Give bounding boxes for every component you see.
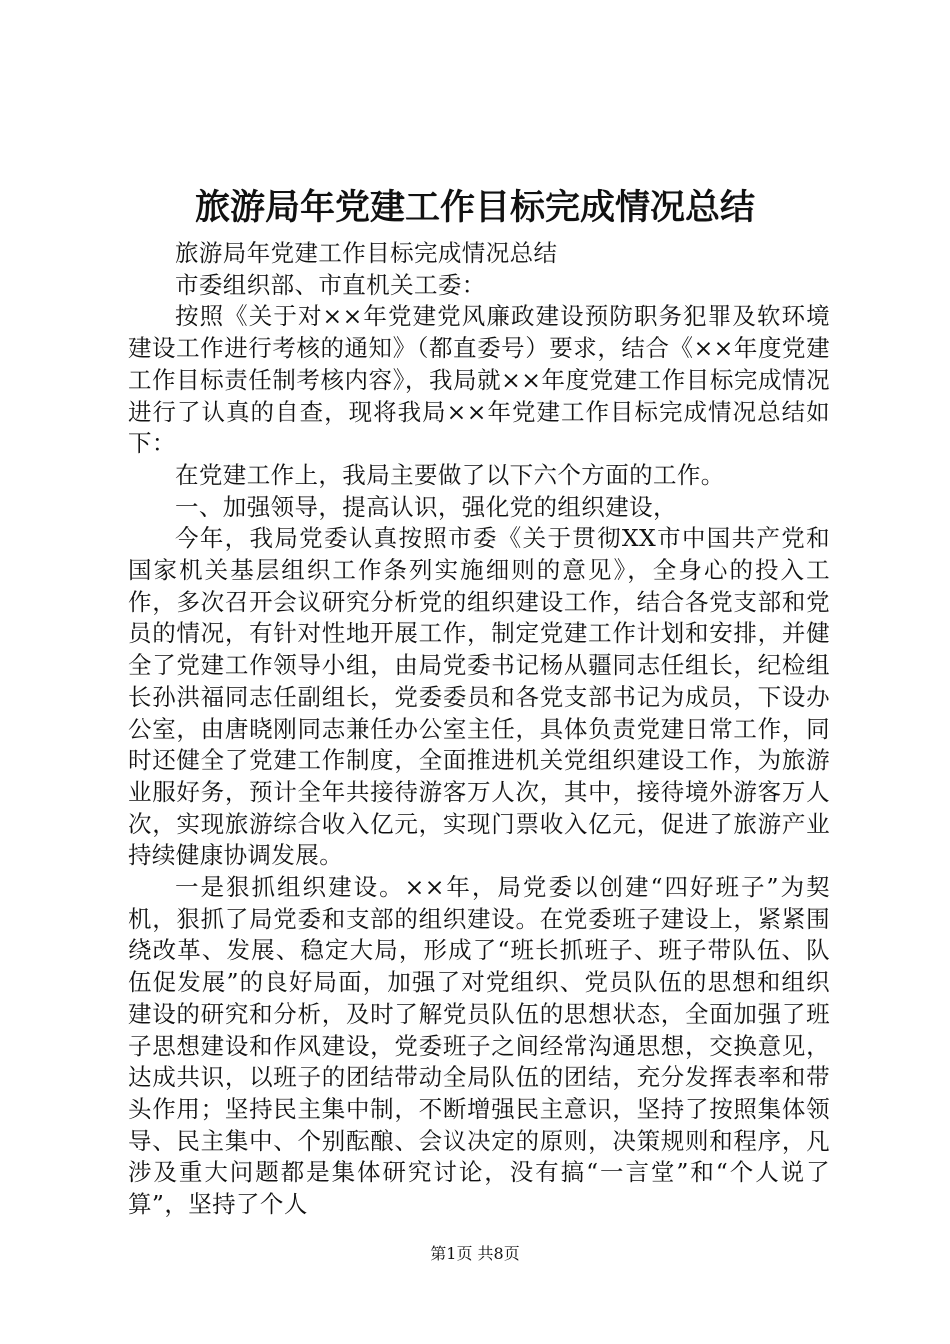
paragraph-overview: 在党建工作上，我局主要做了以下六个方面的工作。 [175, 460, 725, 489]
paragraph-intro: 按照《关于对××年党建党风廉政建设预防职务犯罪及软环境建设工作进行考核的通知》（都直委号）要求，结合《××年度党建工作目标责任制考核内容》，我局就××年度党建工作目标完成情况进行了认真的自查，现将我局××年党建工作目标完成情况总结如下： [128, 302, 830, 458]
paragraph-section-heading: 一、加强领导，提高认识，强化党的组织建设， [175, 492, 677, 521]
document-body [128, 238, 830, 1221]
paragraph-addressee: 市委组织部、市直机关工委： [175, 270, 486, 299]
paragraph-point-one: 一是狠抓组织建设。××年，局党委以创建“四好班子”为契机，狠抓了局党委和支部的组织建设。在党委班子建设上，紧紧围绕改革、发展、稳定大局，形成了“班长抓班子、班子带队伍、队伍促发展”的良好局面，加强了对党组织、党员队伍的思想和组织建设的研究和分析，及时了解党员队伍的思想状态，全面加强了班子思想建设和作风建设，党委班子之间经常沟通思想，交换意见，达成共识，以班子的团结带动全局队伍的团结，充分发挥表率和带头作用；坚持民主集中制，不断增强民主意识，坚持了按照集体领导、民主集中、个别酝酿、会议决定的原则，决策规则和程序，凡涉及重大问题都是集体研究讨论，没有搞“一言堂”和“个人说了算”，坚持了个人 [128, 873, 830, 1219]
document-title: 旅游局年党建工作目标完成情况总结 [194, 187, 755, 228]
paragraph-subtitle: 旅游局年党建工作目标完成情况总结 [175, 239, 558, 267]
page-number-footer: 第1页 共8页 [430, 1244, 520, 1263]
paragraph-organization: 今年，我局党委认真按照市委《关于贯彻XX市中国共产党和国家机关基层组织工作条列实施细则的意见》，全身心的投入工作，多次召开会议研究分析党的组织建设工作，结合各党支部和党员的情况，有针对性地开展工作，制定党建工作计划和安排，并健全了党建工作领导小组，由局党委书记杨从疆同志任组长，纪检组长孙洪福同志任副组长，党委委员和各党支部书记为成员，下设办公室，由唐晓刚同志兼任办公室主任，具体负责党建日常工作，同时还健全了党建工作制度，全面推进机关党组织建设工作，为旅游业服好务，预计全年共接待游客万人次，其中，接待境外游客万人次，实现旅游综合收入亿元，实现门票收入亿元，促进了旅游产业持续健康协调发展。 [128, 524, 830, 870]
